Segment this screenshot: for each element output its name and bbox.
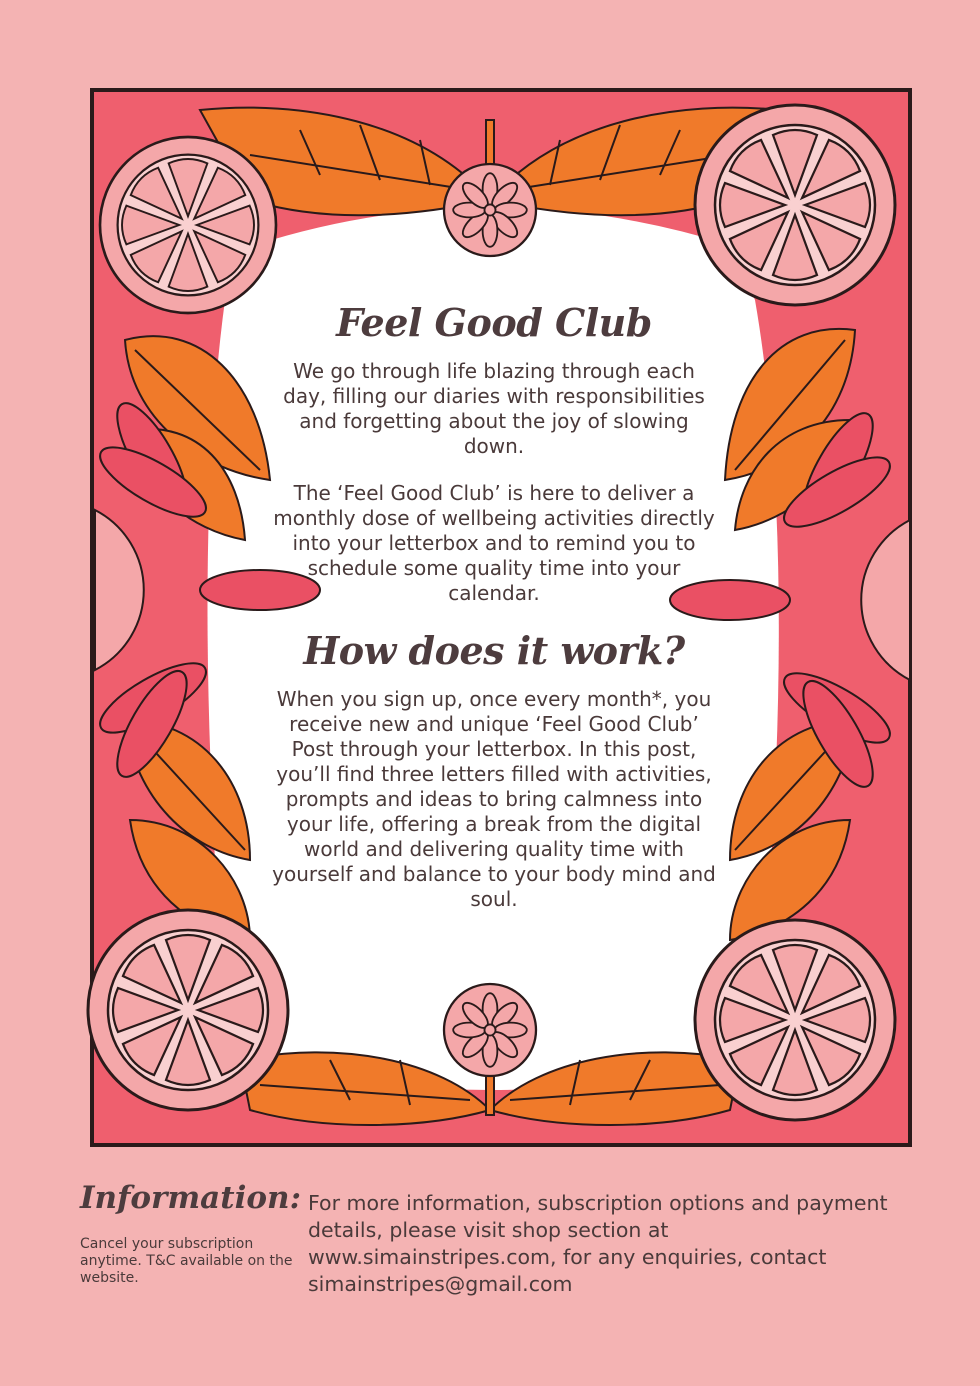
club-description-paragraph: The ‘Feel Good Club’ is here to deliver a monthly dose of wellbeing activities directly into your letterbox and to remind you to schedule some quality time into your calendar. [273,481,715,605]
how-it-works-paragraph: When you sign up, once every month*, you receive new and unique ‘Feel Good Club’ Post through your letterbox. In this post, you’ll find three letters filled with activities, prompts and ideas to bring calmness into your life, offering a break from the digital world and delivering quality time with yourself and balance to your body mind and soul. [272,687,716,911]
citrus-slice-icon [88,910,288,1110]
main-content [270,300,718,934]
citrus-slice-icon [695,920,895,1120]
citrus-slice-icon [695,105,895,305]
intro-paragraph: We go through life blazing through each day, filling our diaries with responsibilities and forgetting about the joy of slowing down. [283,359,705,458]
small-flower-icon [444,164,536,256]
contact-information: For more information, subscription options and payment details, please visit shop section at www.simainstripes.com, for any enquiries, contact simainstripes@gmail.com [308,1191,888,1296]
information-heading: Information: [80,1180,302,1216]
small-flower-icon [444,984,536,1076]
how-it-works-title: How does it work? [303,628,685,673]
feel-good-club-title: Feel Good Club [336,300,652,345]
cancel-note: Cancel your subscription anytime. T&C available on the website. [80,1236,293,1286]
citrus-slice-icon [100,137,276,313]
